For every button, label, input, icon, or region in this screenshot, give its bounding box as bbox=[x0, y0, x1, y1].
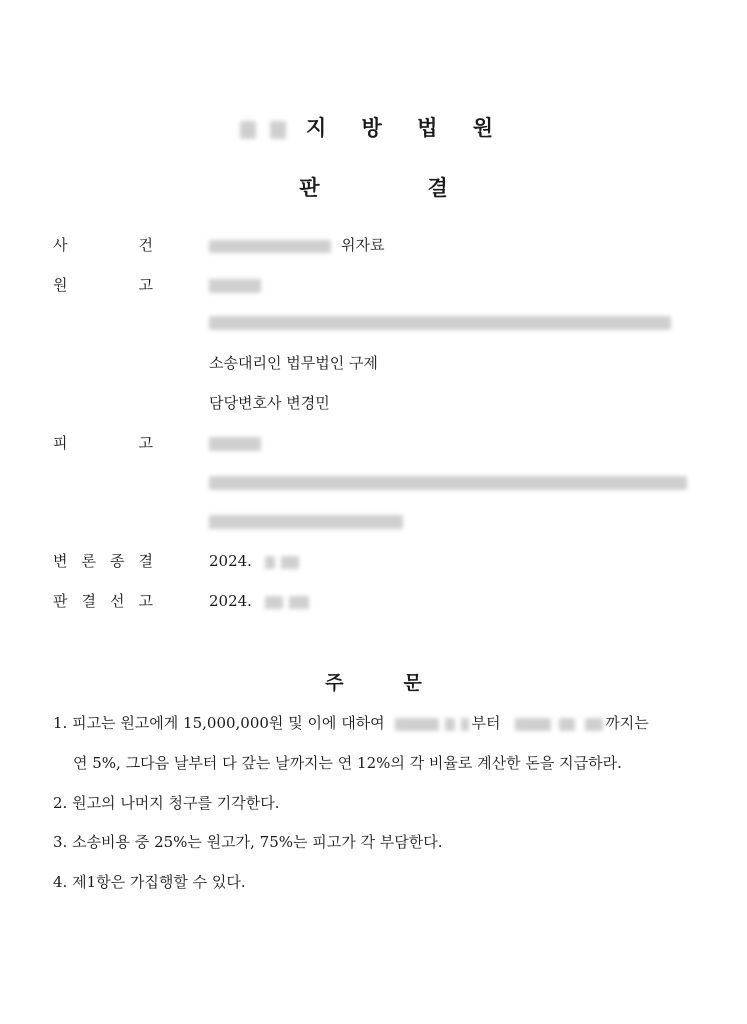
redacted-judgment-date bbox=[289, 596, 309, 609]
title-char-left: 판 bbox=[299, 175, 320, 200]
order-item-1: 1. 피고는 원고에게 15,000,000원 및 이에 대하여 부터 까지는 bbox=[53, 714, 649, 732]
judgment-date: 2024. bbox=[209, 592, 252, 610]
closing-label: 변 론 종 결 bbox=[53, 552, 153, 570]
order-item-4: 4. 제1항은 가집행할 수 있다. bbox=[53, 873, 246, 891]
redacted-defendant-name bbox=[209, 437, 261, 451]
redacted-defendant-address bbox=[209, 476, 687, 490]
redacted-closing-date bbox=[281, 556, 299, 569]
redacted-date bbox=[395, 718, 439, 731]
redacted-plaintiff-address bbox=[209, 316, 671, 330]
plaintiff-label: 원 고 bbox=[53, 276, 153, 294]
document-title bbox=[0, 172, 747, 202]
order-title: 주 문 bbox=[325, 672, 422, 694]
redacted-date bbox=[461, 718, 469, 731]
redacted-court-region bbox=[240, 121, 256, 139]
closing-date: 2024. bbox=[209, 552, 252, 570]
redacted-judgment-date bbox=[265, 596, 283, 609]
redacted-date bbox=[445, 718, 455, 731]
court-name: 지 방 법 원 bbox=[305, 115, 508, 140]
redacted-date bbox=[515, 718, 551, 731]
redacted-date bbox=[585, 718, 603, 731]
case-label: 사 건 bbox=[53, 236, 153, 254]
order-item-3: 3. 소송비용 중 25%는 원고가, 75%는 피고가 각 부담한다. bbox=[53, 833, 443, 851]
plaintiff-lawyer: 담당변호사 변경민 bbox=[209, 394, 330, 412]
defendant-label: 피 고 bbox=[53, 434, 153, 452]
redacted-defendant-address-2 bbox=[209, 515, 403, 529]
redacted-date bbox=[559, 718, 575, 731]
case-value bbox=[209, 233, 384, 257]
redacted-closing-date bbox=[265, 556, 275, 569]
closing-date-value bbox=[209, 549, 299, 573]
court-header bbox=[0, 112, 747, 142]
redacted-plaintiff-name bbox=[209, 279, 261, 293]
plaintiff-counsel: 소송대리인 법무법인 구제 bbox=[209, 354, 378, 372]
redacted-case-number bbox=[209, 240, 331, 253]
title-char-right: 결 bbox=[427, 175, 448, 200]
case-name: 위자료 bbox=[341, 236, 385, 254]
order-item-2: 2. 원고의 나머지 청구를 기각한다. bbox=[53, 794, 280, 812]
judgment-date-value bbox=[209, 589, 309, 613]
judgment-label: 판 결 선 고 bbox=[53, 592, 153, 610]
redacted-court-region bbox=[270, 121, 286, 139]
order-item-1-continued: 연 5%, 그다음 날부터 다 갚는 날까지는 연 12%의 각 비율로 계산한 돈을 지급하라. bbox=[73, 754, 622, 772]
